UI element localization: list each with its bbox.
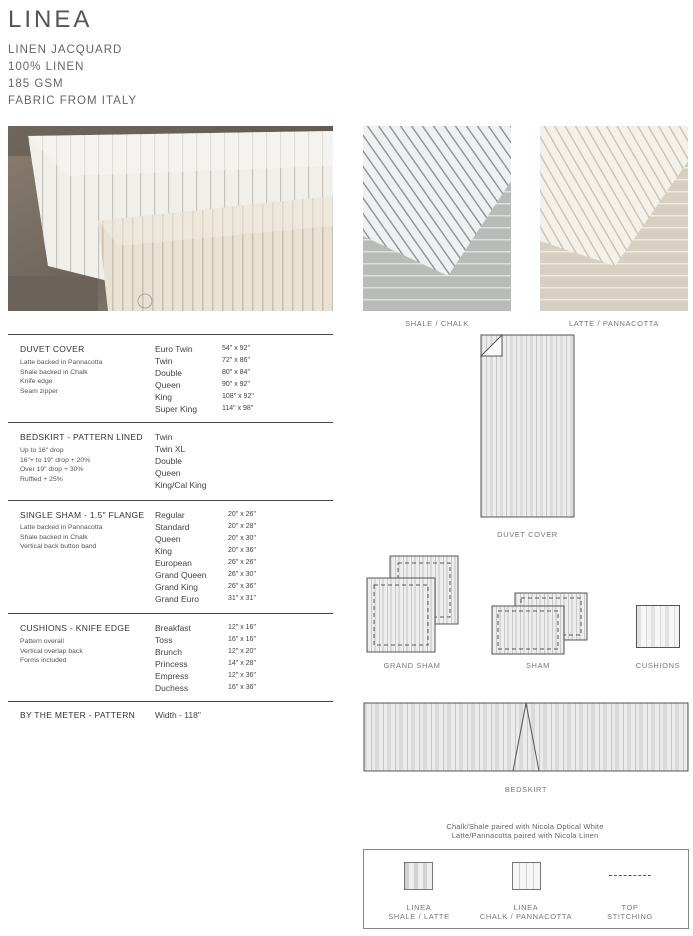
size-name: Empress — [155, 671, 189, 681]
divider — [8, 613, 333, 614]
note: Over 19" drop + 30% — [20, 466, 84, 474]
bedskirt-caption: BEDSKIRT — [504, 785, 548, 794]
legend-label-line: TOP — [621, 903, 639, 912]
size-name: Double — [155, 456, 182, 466]
grand-sham-diagram — [366, 555, 460, 655]
dimension: 20" x 26" — [228, 511, 256, 518]
legend-label-line: CHALK / PANNACOTTA — [479, 912, 573, 921]
size-name: King — [155, 392, 173, 402]
note: 16"+ to 19" drop + 20% — [20, 456, 91, 464]
size-name: Euro Twin — [155, 344, 193, 354]
divider — [8, 701, 333, 702]
legend-label — [595, 903, 665, 921]
dimension: 90" x 92" — [222, 381, 250, 388]
size-name: Twin — [155, 432, 173, 442]
top-stitching-icon — [609, 875, 651, 876]
latte-pannacotta-caption: LATTE / PANNACOTTA — [569, 319, 659, 328]
size-name: Brunch — [155, 647, 182, 657]
note: Vertical overlap back — [20, 647, 83, 655]
note: Forms included — [20, 657, 67, 665]
size-list — [155, 709, 201, 721]
dimension-list — [222, 343, 254, 415]
cushions-caption: CUSHIONS — [635, 661, 681, 670]
dimension: 20" x 28" — [228, 523, 256, 530]
size-name: Grand King — [155, 582, 198, 592]
pairing-line: Latte/Pannacotta paired with Nicola Linen — [451, 831, 599, 840]
note: Knife edge — [20, 378, 53, 386]
duvet-caption: DUVET COVER — [497, 530, 558, 539]
section-title: DUVET COVER — [20, 344, 85, 354]
size-name: King/Cal King — [155, 480, 207, 490]
section-title: BEDSKIRT - PATTERN LINED — [20, 432, 143, 442]
dimension: 114" x 98" — [222, 405, 254, 412]
latte-pannacotta-photo — [540, 126, 688, 311]
size-name: Toss — [155, 635, 173, 645]
spec-line: 185 GSM — [8, 78, 64, 90]
section-notes — [20, 446, 90, 484]
cushion-diagram — [636, 605, 680, 648]
size-name: Queen — [155, 468, 181, 478]
duvet-diagram — [480, 334, 575, 518]
size-name: Queen — [155, 534, 181, 544]
dimension: 12" x 36" — [228, 672, 256, 679]
size-name: Double — [155, 368, 182, 378]
size-name: Regular — [155, 510, 185, 520]
pairing-line: Chalk/Shale paired with Nicola Optical White — [446, 822, 604, 831]
dimension: 16" x 16" — [228, 636, 256, 643]
size-name: Twin XL — [155, 444, 186, 454]
section-notes — [20, 358, 102, 396]
product-specs — [8, 42, 137, 110]
size-name: Standard — [155, 522, 190, 532]
bedding-photo — [8, 126, 333, 311]
dimension: 26" x 26" — [228, 559, 256, 566]
shale-chalk-caption: SHALE / CHALK — [405, 319, 469, 328]
note: Latte backed in Pannacotta — [20, 524, 103, 531]
dimension: 14" x 28" — [228, 660, 256, 667]
size-name: Twin — [155, 356, 173, 366]
grand-sham-caption: GRAND SHAM — [383, 661, 441, 670]
brand-title: LINEA — [8, 6, 93, 33]
section-title: SINGLE SHAM - 1.5" FLANGE — [20, 510, 145, 520]
legend-label-line: LINEA — [406, 903, 432, 912]
note: Shale backed in Chalk — [20, 368, 88, 376]
legend-label-line: LINEA — [513, 903, 539, 912]
dimension: 20" x 36" — [228, 547, 256, 554]
note: Seam zipper — [20, 387, 59, 395]
dimension: 26" x 36" — [228, 583, 256, 590]
bedskirt-diagram — [363, 702, 689, 772]
dimension: 54" x 92" — [222, 345, 250, 352]
note: Ruffled + 25% — [20, 475, 63, 483]
size-name: Grand Euro — [155, 594, 199, 604]
dimension: 12" x 20" — [228, 648, 256, 655]
legend-label — [375, 903, 463, 921]
dimension: 72" x 86" — [222, 357, 250, 364]
chalk-pannacotta-swatch — [512, 862, 541, 890]
size-name: Width - 118" — [155, 710, 201, 720]
legend-label — [470, 903, 582, 921]
section-title: BY THE METER - PATTERN — [20, 710, 136, 720]
note: Latte backed in Pannacotta — [20, 359, 103, 366]
dimension: 80" x 84" — [222, 369, 250, 376]
size-name: European — [155, 558, 192, 568]
section-notes — [20, 523, 102, 552]
divider — [8, 334, 333, 335]
dimension: 26" x 30" — [228, 571, 256, 578]
dimension: 12" x 16" — [228, 624, 256, 631]
note: Shale backed in Chalk — [20, 533, 88, 541]
legend-label-line: STITCHING — [607, 912, 653, 921]
size-name: Breakfast — [155, 623, 191, 633]
legend-label-line: SHALE / LATTE — [388, 912, 450, 921]
note: Up to 16" drop — [20, 447, 64, 454]
size-name: Grand Queen — [155, 570, 207, 580]
spec-line: LINEN JACQUARD — [8, 44, 123, 56]
dimension-list — [228, 622, 256, 694]
dimension-list — [228, 509, 256, 605]
dimension: 20" x 30" — [228, 535, 256, 542]
size-name: King — [155, 546, 173, 556]
sham-diagram — [491, 592, 589, 656]
size-name: Super King — [155, 404, 198, 414]
spec-line: 100% LINEN — [8, 61, 85, 73]
size-name: Duchess — [155, 683, 189, 693]
size-list — [155, 343, 197, 415]
size-list — [155, 622, 191, 694]
size-list — [155, 431, 207, 491]
size-name: Princess — [155, 659, 188, 669]
sham-caption: SHAM — [525, 661, 551, 670]
divider — [8, 422, 333, 423]
spec-line: FABRIC FROM ITALY — [8, 95, 138, 107]
dimension: 31" x 31" — [228, 595, 256, 602]
size-list — [155, 509, 207, 605]
dimension: 16" x 36" — [228, 684, 256, 691]
note: Vertical back button band — [20, 543, 97, 551]
dimension: 108" x 92" — [222, 393, 254, 400]
shale-chalk-photo — [363, 126, 511, 311]
section-title: CUSHIONS - KNIFE EDGE — [20, 623, 131, 633]
section-notes — [20, 637, 83, 666]
size-name: Queen — [155, 380, 181, 390]
shale-latte-swatch — [404, 862, 433, 890]
divider — [8, 500, 333, 501]
note: Pattern overall — [20, 638, 64, 645]
